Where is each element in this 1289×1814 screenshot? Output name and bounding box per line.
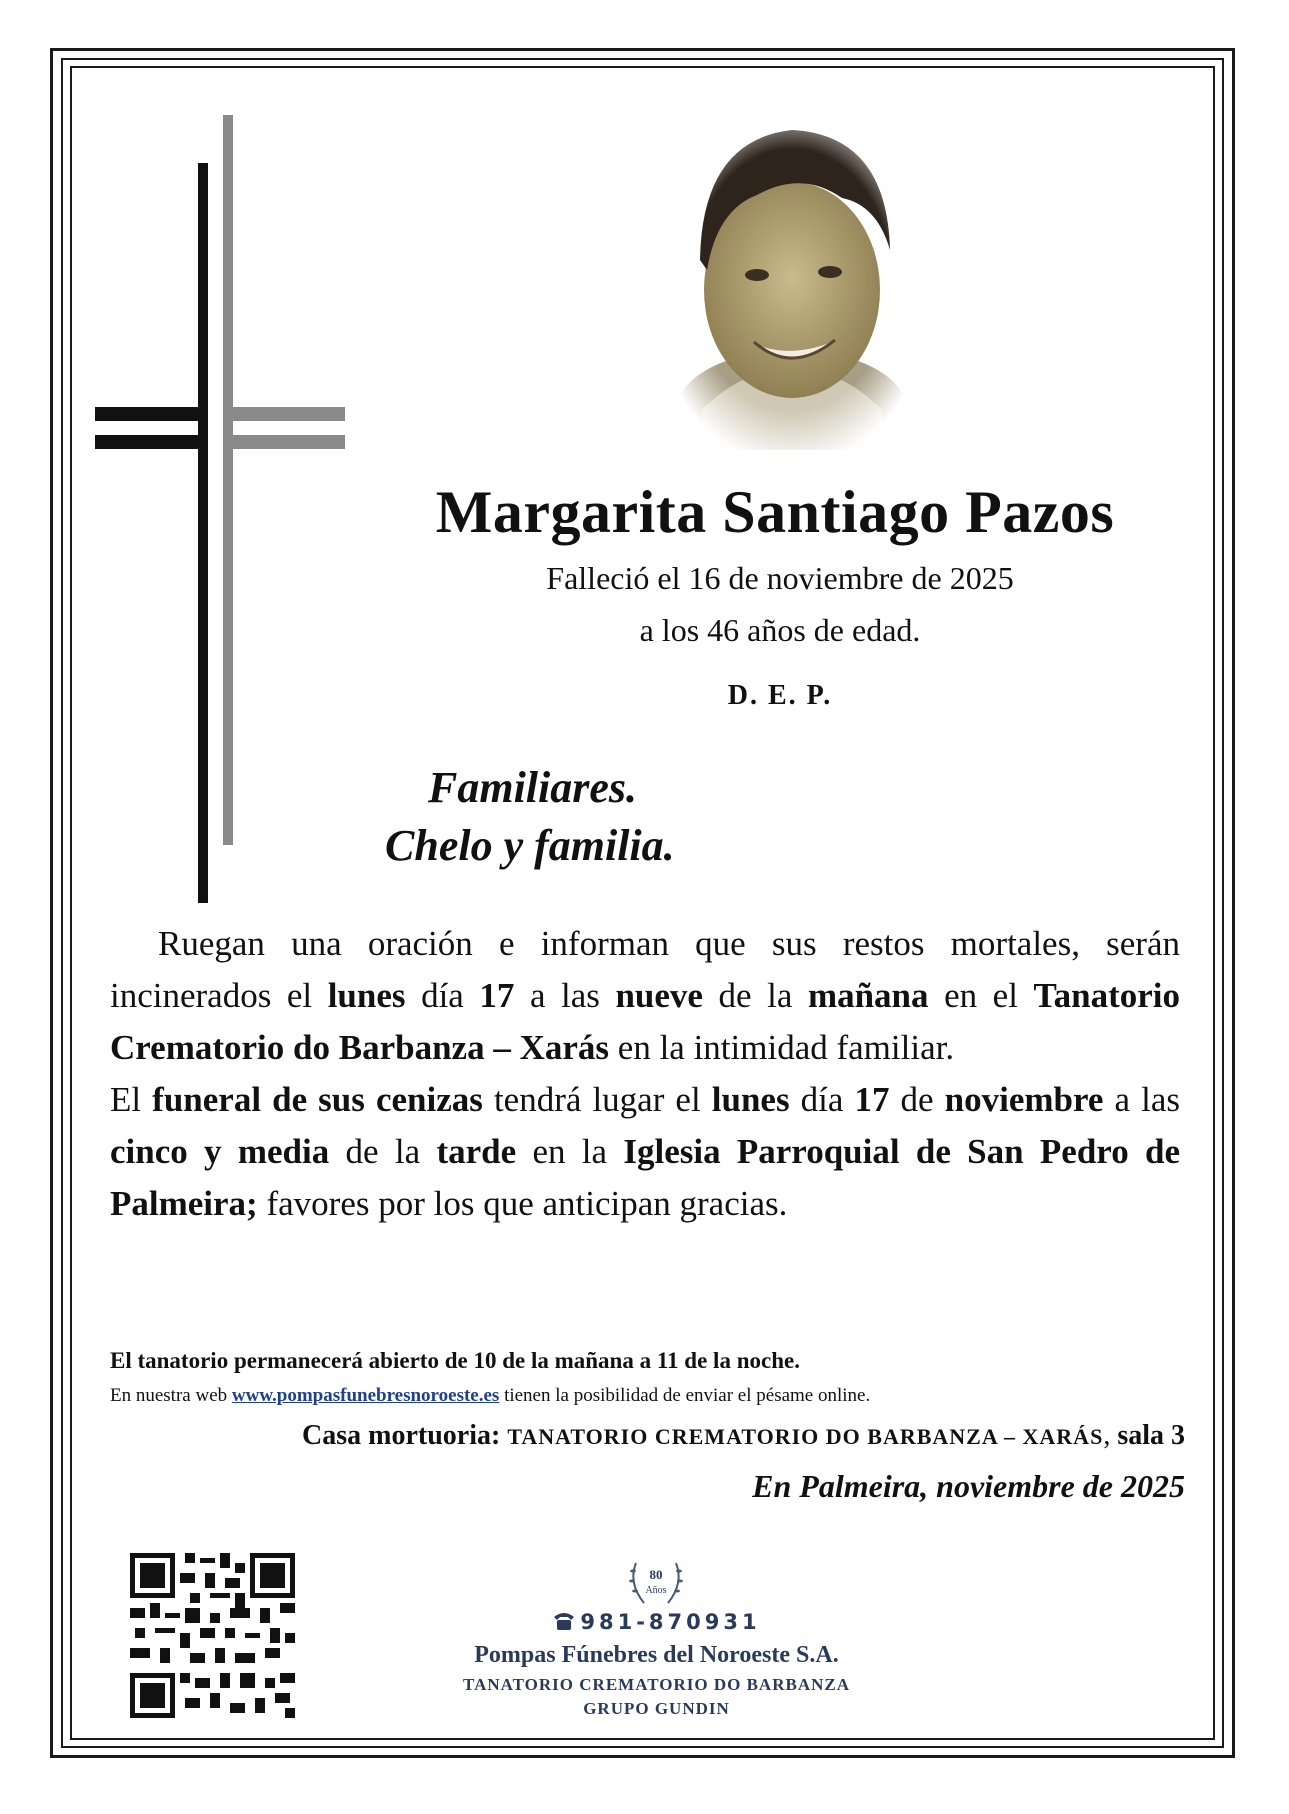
mourners-line-1: Familiares. [428,763,638,812]
badge-word: Años [645,1585,667,1596]
web-condolence-line: En nuestra web www.pompasfunebresnoroeste.es tienen la posibilidad de enviar el pésame online. [110,1385,871,1406]
company-subtitle: TANATORIO CREMATORIO DO BARBANZA [463,1675,850,1694]
company-group: GRUPO GUNDIN [583,1699,730,1718]
phone-icon [552,1611,576,1631]
website-link[interactable]: www.pompasfunebresnoroeste.es [231,1385,500,1406]
age-at-death: a los 46 años de edad. [639,612,921,648]
place-date-signature: En Palmeira, noviembre de 2025 [752,1468,1185,1504]
death-date: Falleció el 16 de noviembre de 2025 [546,560,1014,596]
dep-abbreviation: D. E. P. [727,680,833,711]
phone-number: 981-870931 [300,1610,1013,1634]
deceased-name: Margarita Santiago Pazos [435,479,1115,545]
mourners-line-2: Chelo y familia. [385,821,675,870]
cremation-paragraph: Ruegan una oración e informan que sus restos mortales, serán incinerados el lunes día 17 a las nueve de la mañana en el Tanatorio Crematorio do Barbanza – Xarás en la intimidad familiar. [110,924,1181,1067]
funeral-paragraph: El funeral de sus cenizas tendrá lugar el lunes día 17 de noviembre a las cinco y media de la tarde en la Iglesia Parroquial de San Pedro de Palmeira; favores por los que anticipan gracias. [110,1080,1180,1223]
badge-number: 80 [649,1567,663,1582]
company-name: Pompas Fúnebres del Noroeste S.A. [474,1642,839,1668]
qr-code[interactable] [130,1553,295,1718]
deceased-portrait [662,110,922,450]
funeral-home-line: Casa mortuoria: TANATORIO CREMATORIO DO BARBANZA – XARÁS, sala 3 [302,1420,1185,1451]
announcement-body [110,918,1180,1230]
opening-hours: El tanatorio permanecerá abierto de 10 de la mañana a 11 de la noche. [110,1348,800,1373]
80-years-badge [620,1553,692,1611]
